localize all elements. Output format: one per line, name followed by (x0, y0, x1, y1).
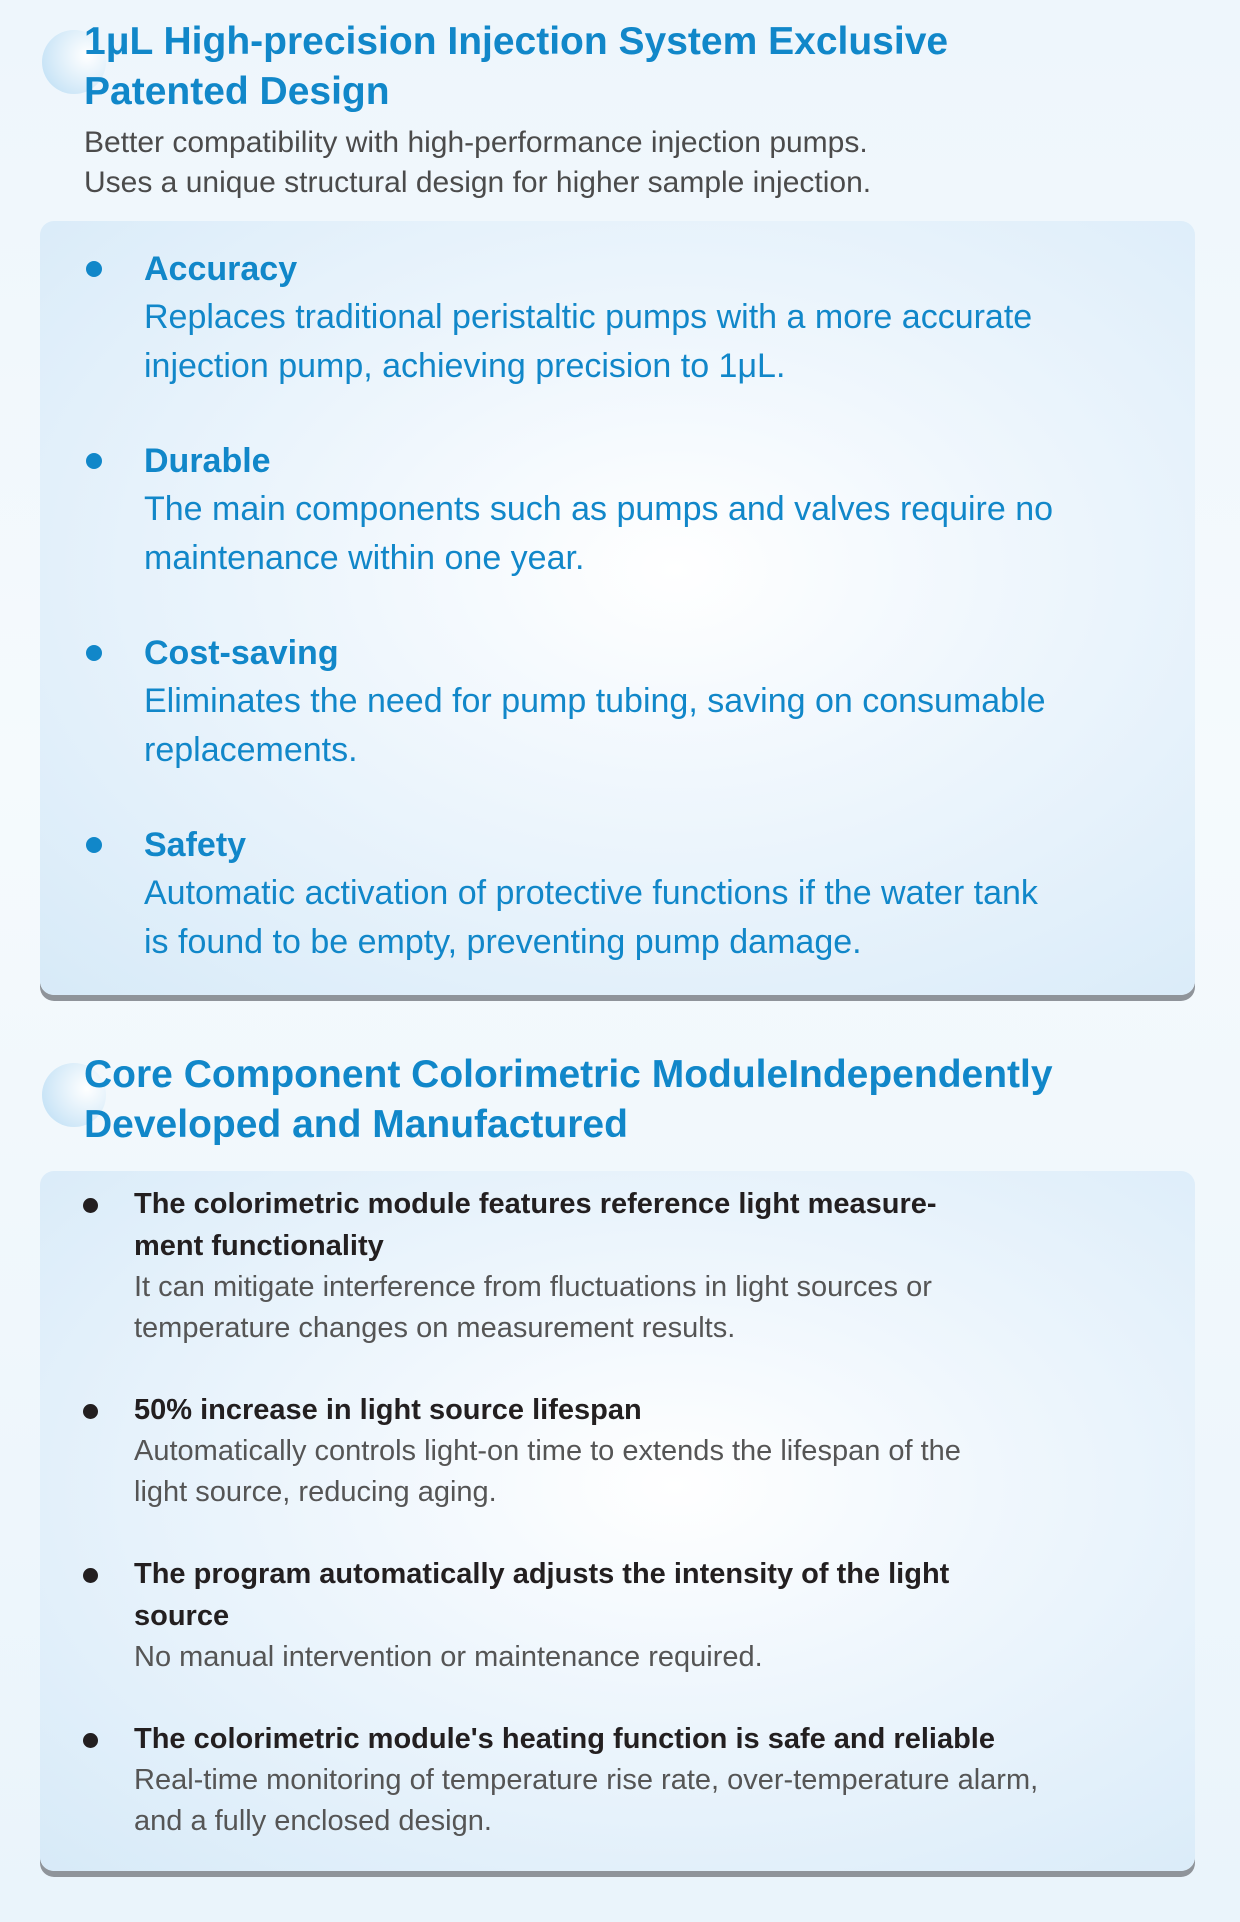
desc-line: injection pump, achieving precision to 1μL. (144, 347, 786, 385)
desc-line: It can mitigate interference from fluctuations in light sources or (134, 1271, 932, 1303)
feature-description (144, 869, 1164, 967)
feature-card-colorimetric (40, 1171, 1195, 1871)
bullet-dot-icon (83, 1198, 98, 1213)
bullet-dot-icon (86, 837, 102, 853)
desc-line: The main components such as pumps and valves require no (144, 490, 1054, 528)
heading-line: Developed and Manufactured (84, 1103, 628, 1146)
feature-title: Accuracy (144, 250, 298, 288)
intro-line: Uses a unique structural design for higher sample injection. (84, 166, 872, 199)
bullet-dot-icon (83, 1568, 98, 1583)
intro-line: Better compatibility with high-performance injection pumps. (84, 126, 868, 159)
desc-line: Real-time monitoring of temperature rise rate, over-temperature alarm, (134, 1764, 1039, 1796)
feature-description (144, 677, 1164, 775)
bullet-dot-icon (86, 645, 102, 661)
feature-title: 50% increase in light source lifespan (134, 1394, 642, 1426)
bullet-dot-icon (86, 261, 102, 277)
feature-description (134, 1431, 1174, 1513)
desc-line: light source, reducing aging. (134, 1476, 497, 1508)
title-line: The colorimetric module features reference light measure- (134, 1188, 937, 1220)
desc-line: Automatically controls light-on time to extends the lifespan of the (134, 1435, 961, 1467)
feature-description: No manual intervention or maintenance required. (134, 1641, 763, 1673)
heading-line: Core Component Colorimetric ModuleIndependently (84, 1053, 1053, 1096)
bullet-dot-icon (86, 453, 102, 469)
feature-card-injection (40, 221, 1195, 995)
feature-title: Cost-saving (144, 634, 339, 672)
feature-description (134, 1760, 1194, 1842)
feature-title (134, 1183, 1174, 1267)
desc-line: Automatic activation of protective functions if the water tank (144, 874, 1038, 912)
section-intro (84, 123, 871, 203)
title-line: source (134, 1600, 230, 1632)
section-heading (84, 17, 948, 117)
desc-line: Replaces traditional peristaltic pumps with a more accurate (144, 298, 1033, 336)
heading-line: 1μL High-precision Injection System Exclusive (84, 20, 949, 63)
feature-title (134, 1553, 1174, 1637)
desc-line: and a fully enclosed design. (134, 1805, 492, 1837)
desc-line: Eliminates the need for pump tubing, saving on consumable (144, 682, 1046, 720)
desc-line: is found to be empty, preventing pump damage. (144, 923, 862, 961)
feature-title: The colorimetric module's heating function is safe and reliable (134, 1723, 995, 1755)
heading-line: Patented Design (84, 70, 390, 113)
title-line: ment functionality (134, 1230, 384, 1262)
feature-title: Durable (144, 442, 271, 480)
desc-line: maintenance within one year. (144, 539, 585, 577)
desc-line: temperature changes on measurement results. (134, 1312, 736, 1344)
feature-description (144, 293, 1164, 391)
feature-description (134, 1267, 1174, 1349)
bullet-dot-icon (83, 1733, 98, 1748)
feature-description (144, 485, 1164, 583)
section-heading (84, 1050, 1053, 1150)
feature-title: Safety (144, 826, 247, 864)
desc-line: replacements. (144, 731, 358, 769)
title-line: The program automatically adjusts the intensity of the light (134, 1558, 950, 1590)
bullet-dot-icon (83, 1404, 98, 1419)
